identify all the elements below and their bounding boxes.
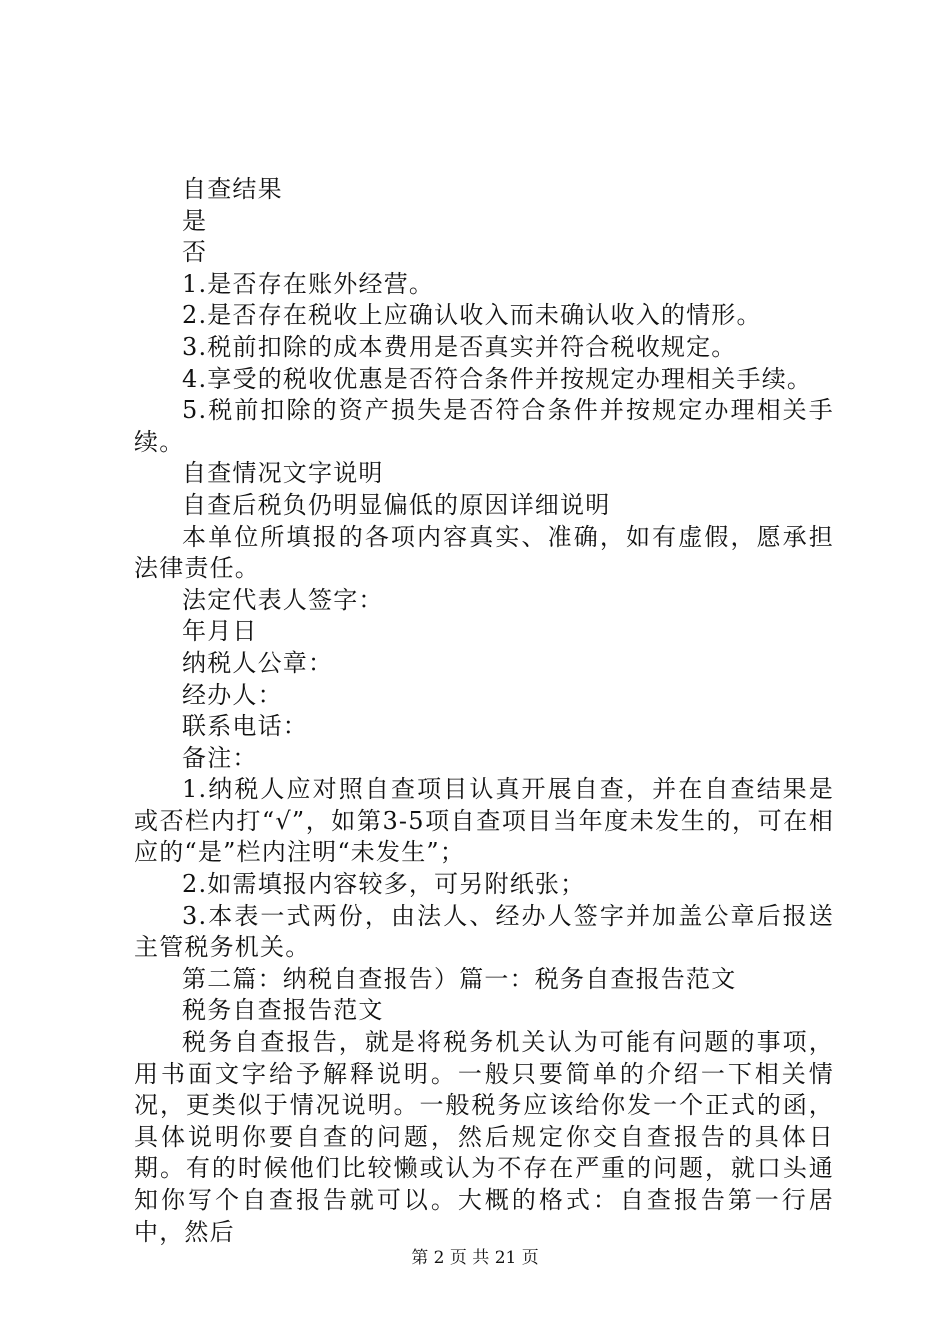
chapter-two-heading: 第二篇：纳税自查报告）篇一：税务自查报告范文	[182, 964, 737, 993]
legal-rep-signature-label: 法定代表人签字：	[182, 585, 384, 614]
check-item-2: 2.是否存在税收上应确认收入而未确认收入的情形。	[182, 301, 762, 330]
option-no: 否	[182, 238, 208, 267]
notes-heading: 备注：	[182, 743, 258, 772]
low-tax-reason-label: 自查后税负仍明显偏低的原因详细说明	[182, 490, 611, 519]
sample-report-title: 税务自查报告范文	[182, 996, 384, 1025]
note-2: 2.如需填报内容较多，可另附纸张；	[182, 870, 586, 899]
check-item-5: 5.税前扣除的资产损失是否符合条件并按规定办理相关手续。	[134, 396, 834, 456]
option-yes: 是	[182, 206, 208, 235]
declaration-statement: 本单位所填报的各项内容真实、准确，如有虚假，愿承担法律责任。	[134, 522, 834, 583]
date-label: 年月日	[182, 617, 258, 646]
check-item-1: 1.是否存在账外经营。	[182, 269, 435, 298]
check-item-3: 3.税前扣除的成本费用是否真实并符合税收规定。	[182, 332, 737, 361]
note-1: 1.纳税人应对照自查项目认真开展自查，并在自查结果是或否栏内打“√”，如第3-5项自查项目当年度未发生的，可在相应的“是”栏内注明“未发生”；	[134, 775, 834, 867]
phone-label: 联系电话：	[182, 712, 308, 741]
text-explanation-label: 自查情况文字说明	[182, 459, 384, 488]
heading-self-check-result: 自查结果	[182, 175, 283, 203]
handler-label: 经办人：	[182, 680, 283, 709]
page-number-footer: 第 2 页 共 21 页	[411, 1248, 539, 1268]
document-body	[134, 174, 834, 1248]
body-paragraph: 税务自查报告，就是将税务机关认为可能有问题的事项，用书面文字给予解释说明。一般只要简单的介绍一下相关情况，更类似于情况说明。一般税务应该给你发一个正式的函，具体说明你要自查的问题，然后规定你交自查报告的具体日期。有的时候他们比较懒或认为不存在严重的问题，就口头通知你写个自查报告就可以。大概的格式：自查报告第一行居中，然后	[134, 1028, 834, 1246]
taxpayer-seal-label: 纳税人公章：	[182, 648, 334, 677]
note-3: 3.本表一式两份，由法人、经办人签字并加盖公章后报送主管税务机关。	[134, 901, 834, 962]
check-item-4: 4.享受的税收优惠是否符合条件并按规定办理相关手续。	[182, 364, 813, 393]
